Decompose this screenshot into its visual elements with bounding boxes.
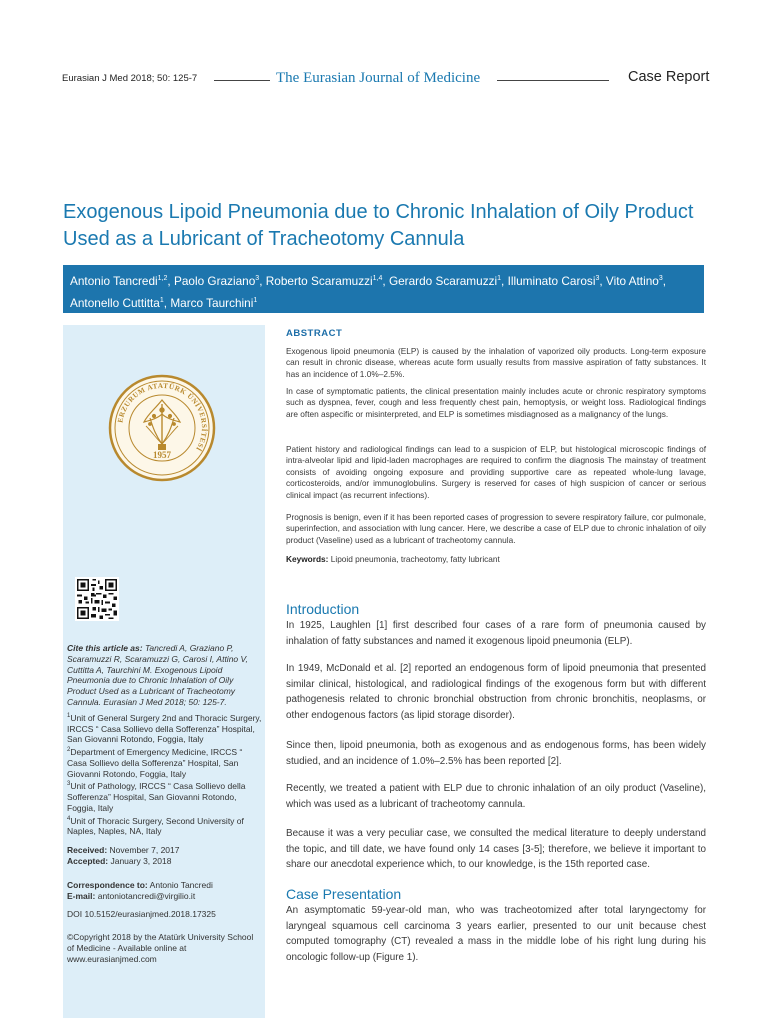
intro-paragraph: In 1925, Laughlen [1] first described four cases of a rare form of pneumonia caused by inhalation of fatty substances and named it exogenous lipoid pneumonia (ELP). xyxy=(286,620,706,647)
intro-paragraph: In 1949, McDonald et al. [2] reported an endogenous form of lipoid pneumonia that presented similar clinical, histological, and radiological findings of the exogenous form but with different pathogenesis related to chronic bronchial obstruction from chronic bronchitis, neoplasms, or other endogenous factors (as lipid storage disorder). xyxy=(286,663,706,721)
keywords-label: Keywords: xyxy=(286,554,329,564)
author-name: Gerardo Scaramuzzi xyxy=(388,273,498,288)
correspondence-label: Correspondence to: xyxy=(67,880,148,890)
abstract-paragraph: Exogenous lipoid pneumonia (ELP) is caused by the inhalation of vaporized oily products. Long-term exposure can result in chronic disease, whereas acute form usually results from massive aspiration of fatty substances. It has an incidence of 1.0%–2.5%. xyxy=(286,346,706,379)
article-title: Exogenous Lipoid Pneumonia due to Chronic Inhalation of Oily Product Used as a Lubricant of Tracheotomy Cannula xyxy=(63,201,694,250)
author-name: Vito Attino xyxy=(605,273,659,288)
affiliation-text: Unit of Thoracic Surgery, Second University of Naples, Naples, NA, Italy xyxy=(67,815,244,837)
affiliation-number: 3 xyxy=(67,781,71,788)
affiliation-list xyxy=(67,711,263,837)
author-affiliation-number: 1,4 xyxy=(372,275,383,282)
author-affiliation-number: 3 xyxy=(658,275,663,282)
abstract-heading: ABSTRACT xyxy=(286,328,343,339)
author-affiliation-number: 1 xyxy=(159,296,164,304)
correspondence-name: Antonio Tancredi xyxy=(149,880,213,890)
doi[interactable]: DOI 10.5152/eurasianjmed.2018.17325 xyxy=(67,909,216,919)
author-name: Marco Taurchini xyxy=(170,295,254,310)
affiliation-number: 2 xyxy=(67,747,71,754)
header-citation: Eurasian J Med 2018; 50: 125-7 xyxy=(62,73,198,84)
author-affiliation-number: 1 xyxy=(253,296,258,304)
copyright-notice: ©Copyright 2018 by the Atatürk University School of Medicine - Available online at www.eurasianjmed.com xyxy=(67,932,254,964)
affiliation-item xyxy=(67,711,263,745)
author-name: Roberto Scaramuzzi xyxy=(265,273,373,288)
case-paragraph: An asymptomatic 59-year-old man, who was tracheotomized after total laryngectomy for laryngeal squamous cell carcinoma 3 years earlier, presented to our unit because chest computed tomography (CT) revealed a mass in the middle lobe of his right lung during his oncologic follow-up (Figure 1). xyxy=(286,905,706,963)
author-name: Antonello Cuttitta xyxy=(70,295,160,310)
received-label: Received: xyxy=(67,845,108,855)
abstract-paragraph: Patient history and radiological findings can lead to a suspicion of ELP, but histological microscopic findings of intra-alveolar lipid and lipid-laden macrophages are required to confirm the diagnosis The mainstay of treatment consists of avoiding ongoing exposure and providing supportive care as repeated whole-lung lavage, corticosteroids, and/or immunoglobulins. Surgery is reserved for cases of high suspicion of cancer or serious clinical impact (as recurrent infections). xyxy=(286,444,706,500)
abstract-paragraph: In case of symptomatic patients, the clinical presentation mainly includes acute or chronic respiratory symptoms such as dyspnea, fever, cough and less frequently chest pain, hemoptysis, or weight loss. Radiological findings are often aspecific or misinterpreted, and ELP is sometimes misdiagnosed as a malignancy of the lungs. xyxy=(286,386,706,419)
affiliation-number: 4 xyxy=(67,815,71,822)
author-affiliation-number: 3 xyxy=(255,275,260,282)
intro-paragraph: Recently, we treated a patient with ELP due to chronic inhalation of an oily product (Vaseline), which was used as a lubricant of tracheotomy cannula. xyxy=(286,783,706,810)
author-name: Antonio Tancredi xyxy=(70,273,158,288)
article-type: Case Report xyxy=(628,69,710,85)
introduction-heading: Introduction xyxy=(286,601,360,617)
seal-year: 1957 xyxy=(153,450,171,460)
email-link[interactable]: antoniotancredi@virgilio.it xyxy=(97,890,196,901)
correspondence-block xyxy=(67,880,263,902)
cite-text: Tancredi A, Graziano P, Scaramuzzi R, Scaramuzzi G, Carosi I, Attino V, Cuttitta A, Taurchini M. Exogenous Lipoid Pneumonia due to Chronic Inhalation of Oily Product Used as a Lubricant of Tracheotomy Cannula. Eurasian J Med 2018; 50: 125-7. xyxy=(67,643,248,707)
author-affiliation-number: 1,2 xyxy=(157,275,168,282)
dates-block xyxy=(67,845,263,867)
affiliation-number: 1 xyxy=(67,713,71,719)
case-presentation-heading: Case Presentation xyxy=(286,886,402,902)
author-name: Illuminato Carosi xyxy=(507,273,596,288)
affiliation-text: Unit of Pathology, IRCCS “ Casa Sollievo della Sofferenza” Hospital, San Giovanni Rotondo, Foggia, Italy xyxy=(67,781,246,813)
abstract-paragraph: Prognosis is benign, even if it has been reported cases of progression to severe respiratory failure, cor pulmonale, superinfection, and association with lung cancer. Here, we describe a case of ELP due to chronic inhalation of oily product (Vaseline) used as a lubricant of tracheotomy cannula. xyxy=(286,512,706,545)
seal-ring-text: ERZURUM ATATÜRK ÜNİVERSİTESİ xyxy=(116,381,209,453)
accepted-date: January 3, 2018 xyxy=(110,855,172,866)
university-seal-logo xyxy=(108,374,216,482)
header-journal-name: The Eurasian Journal of Medicine xyxy=(276,70,481,86)
affiliation-item xyxy=(67,779,263,813)
author-name: Paolo Graziano xyxy=(173,273,256,288)
intro-paragraph: Since then, lipoid pneumonia, both as exogenous and as endogenous forms, has been widely studied, and an incidence of 1.0%–2.5% has been reported [2]. xyxy=(286,740,706,767)
affiliation-item xyxy=(67,814,263,837)
email-label: E-mail: xyxy=(67,890,96,901)
keywords xyxy=(286,554,706,565)
cite-label: Cite this article as: xyxy=(67,643,143,653)
author-affiliation-number: 1 xyxy=(497,275,502,282)
header-rule-left xyxy=(214,80,270,81)
intro-paragraph: Because it was a very peculiar case, we consulted the medical literature to deeply understand the topic, and till date, we have found only 14 cases [3-5]; therefore, we believe it important to share our anecdotal experience which, to our knowledge, is the 15th reported case. xyxy=(286,828,706,870)
qr-code-icon[interactable] xyxy=(75,577,119,621)
author-list: Antonio Tancredi$^{1,2}$, Paolo Graziano$^3$, Roberto Scaramuzzi$^{1,4}$, Gerardo Scaramuzzi$^1$, Illuminato Carosi$^3$, Vito Attino$^3$, Antonello Cuttitta$^1$, Marco Taurchini$^1$ xyxy=(63,265,704,313)
affiliation-item xyxy=(67,745,263,779)
affiliation-text: Department of Emergency Medicine, IRCCS “ Casa Sollievo della Sofferenza” Hospital, San Giovanni Rotondo, Foggia, Italy xyxy=(67,747,243,779)
accepted-label: Accepted: xyxy=(67,855,109,866)
author-affiliation-number: 3 xyxy=(595,275,600,282)
cite-block xyxy=(67,643,263,708)
keywords-text: Lipoid pneumonia, tracheotomy, fatty lubricant xyxy=(330,554,500,564)
affiliation-text: Unit of General Surgery 2nd and Thoracic Surgery, IRCCS “ Casa Sollievo della Sofferenza” Hospital, San Giovanni Rotondo, Foggia, Italy xyxy=(67,712,262,745)
header-rule-right xyxy=(497,80,609,81)
received-date: November 7, 2017 xyxy=(109,845,180,855)
